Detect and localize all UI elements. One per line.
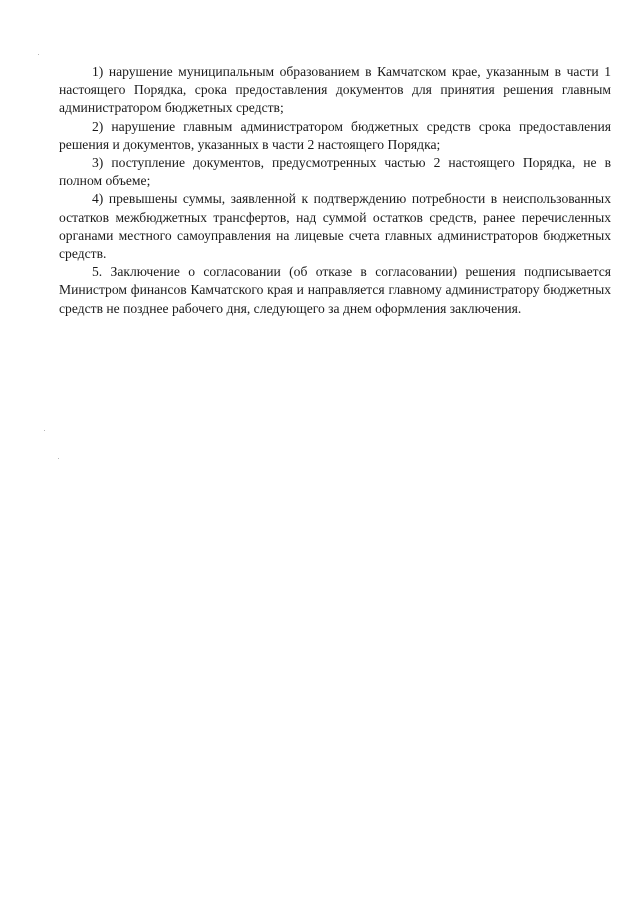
document-body <box>59 63 611 318</box>
paragraph-5: 5. Заключение о согласовании (об отказе в согласовании) решения подписывается Министром финансов Камчатского края и направляется главному администратору бюджетных средств не позднее рабочего дня, следующего за днем оформления заключения. <box>59 264 611 316</box>
paragraph-item-4: 4) превышены суммы, заявленной к подтверждению потребности в неиспользованных остатков межбюджетных трансфертов, над суммой остатков средств, ранее перечисленных органами местного самоуправления на лицевые счета главных администраторов бюджетных средств. <box>59 191 611 262</box>
paragraph-item-3: 3) поступление документов, предусмотренных частью 2 настоящего Порядка, не в полном объеме; <box>59 155 611 189</box>
scan-speck <box>44 430 45 431</box>
scan-speck <box>38 54 39 55</box>
scan-speck <box>58 458 59 459</box>
paragraph-item-1: 1) нарушение муниципальным образованием в Камчатском крае, указанным в части 1 настоящего Порядка, срока предоставления документов для принятия решения главным администратором бюджетных средств; <box>59 64 611 116</box>
paragraph-item-2: 2) нарушение главным администратором бюджетных средств срока предоставления решения и документов, указанных в части 2 настоящего Порядка; <box>59 118 611 152</box>
